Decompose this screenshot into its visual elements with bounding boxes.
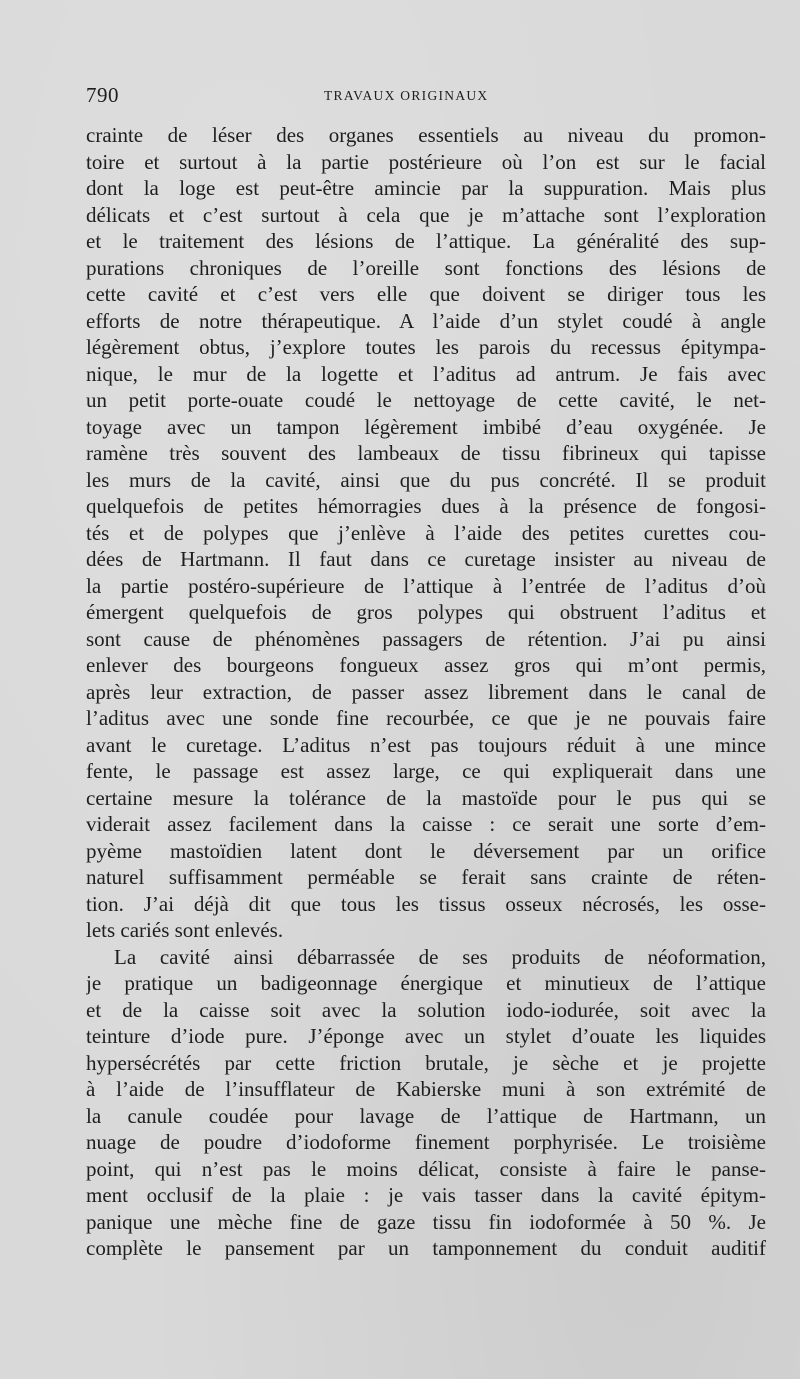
text-line: toyage avec un tampon légèrement imbibé d’eau oxygénée. Je [86,414,766,439]
running-head: TRAVAUX ORIGINAUX [324,88,489,103]
text-line: un petit porte-ouate coudé le nettoyage de cette cavité, le net- [86,388,766,412]
text-line: efforts de notre thérapeutique. A l’aide d’un stylet coudé à angle [86,308,766,333]
text-line: point, qui n’est pas le moins délicat, consiste à faire le panse- [86,1156,766,1181]
text-line: nique, le mur de la logette et l’aditus ad antrum. Je fais avec [86,361,766,386]
text-line: enlever des bourgeons fongueux assez gros qui m’ont permis, [86,653,766,677]
text-line: complète le pansement par un tamponnement du conduit auditif [86,1236,766,1260]
text-line: à l’aide de l’insufflateur de Kabierske muni à son extrémité de [86,1077,766,1101]
text-line: nuage de poudre d’iodoforme finement porphyrisée. Le troisième [86,1130,766,1154]
text-line: tés et de polypes que j’enlève à l’aide des petites curettes cou- [86,520,766,545]
text-line: naturel suffisamment perméable se ferait sans crainte de réten- [86,865,766,889]
text-line: certaine mesure la tolérance de la mastoïde pour le pus qui se [86,785,766,810]
text-line: hypersécrétés par cette friction brutale, je sèche et je projette [86,1050,766,1075]
paragraph-1 [86,122,766,944]
text-line: crainte de léser des organes essentiels au niveau du promon- [86,123,766,147]
text-line: sont cause de phénomènes passagers de rétention. J’ai pu ainsi [86,626,766,651]
text-line: dées de Hartmann. Il faut dans ce curetage insister au niveau de [86,547,766,571]
text-line: ramène très souvent des lambeaux de tissu fibrineux qui tapisse [86,441,766,465]
text-line: les murs de la cavité, ainsi que du pus concrété. Il se produit [86,467,766,492]
text-line: et de la caisse soit avec la solution iodo-iodurée, soit avec la [86,997,766,1022]
text-line: délicats et c’est surtout à cela que je m’attache sont l’exploration [86,202,766,227]
text-line: légèrement obtus, j’explore toutes les parois du recessus épitympa- [86,335,766,359]
text-line: toire et surtout à la partie postérieure où l’on est sur le facial [86,149,766,174]
text-line: panique une mèche fine de gaze tissu fin iodoformée à 50 %. Je [86,1209,766,1234]
text-line: l’aditus avec une sonde fine recourbée, ce que je ne pouvais faire [86,706,766,730]
text-line: dont la loge est peut-être amincie par la suppuration. Mais plus [86,176,766,200]
text-line: ment occlusif de la plaie : je vais tasser dans la cavité épitym- [86,1183,766,1207]
text-line: après leur extraction, de passer assez librement dans le canal de [86,679,766,704]
text-line: je pratique un badigeonnage énergique et minutieux de l’attique [86,971,766,995]
text-line: viderait assez facilement dans la caisse : ce serait une sorte d’em- [86,812,766,836]
paragraph-2 [86,944,766,1262]
page-header [86,83,768,113]
text-line: tion. J’ai déjà dit que tous les tissus osseux nécrosés, les osse- [86,891,766,916]
text-line: la canule coudée pour lavage de l’attique de Hartmann, un [86,1103,766,1128]
page-number: 790 [86,83,119,107]
text-line: et le traitement des lésions de l’attique. La généralité des sup- [86,229,766,253]
text-line: purations chroniques de l’oreille sont fonctions des lésions de [86,255,766,280]
text-line: La cavité ainsi débarrassée de ses produits de néoformation, [114,944,766,969]
text-line: pyème mastoïdien latent dont le déversement par un orifice [86,838,766,863]
text-line: lets cariés sont enlevés. [86,918,284,942]
text-line: quelquefois de petites hémorragies dues à la présence de fongosi- [86,494,766,518]
text-line: teinture d’iode pure. J’éponge avec un stylet d’ouate les liquides [86,1024,766,1048]
text-line: avant le curetage. L’aditus n’est pas toujours réduit à une mince [86,732,766,757]
text-line: la partie postéro-supérieure de l’attique à l’entrée de l’aditus d’où [86,573,766,598]
text-line: émergent quelquefois de gros polypes qui obstruent l’aditus et [86,600,766,624]
text-line: fente, le passage est assez large, ce qui expliquerait dans une [86,759,766,783]
text-line: cette cavité et c’est vers elle que doivent se diriger tous les [86,282,766,306]
body-text [86,122,766,1262]
